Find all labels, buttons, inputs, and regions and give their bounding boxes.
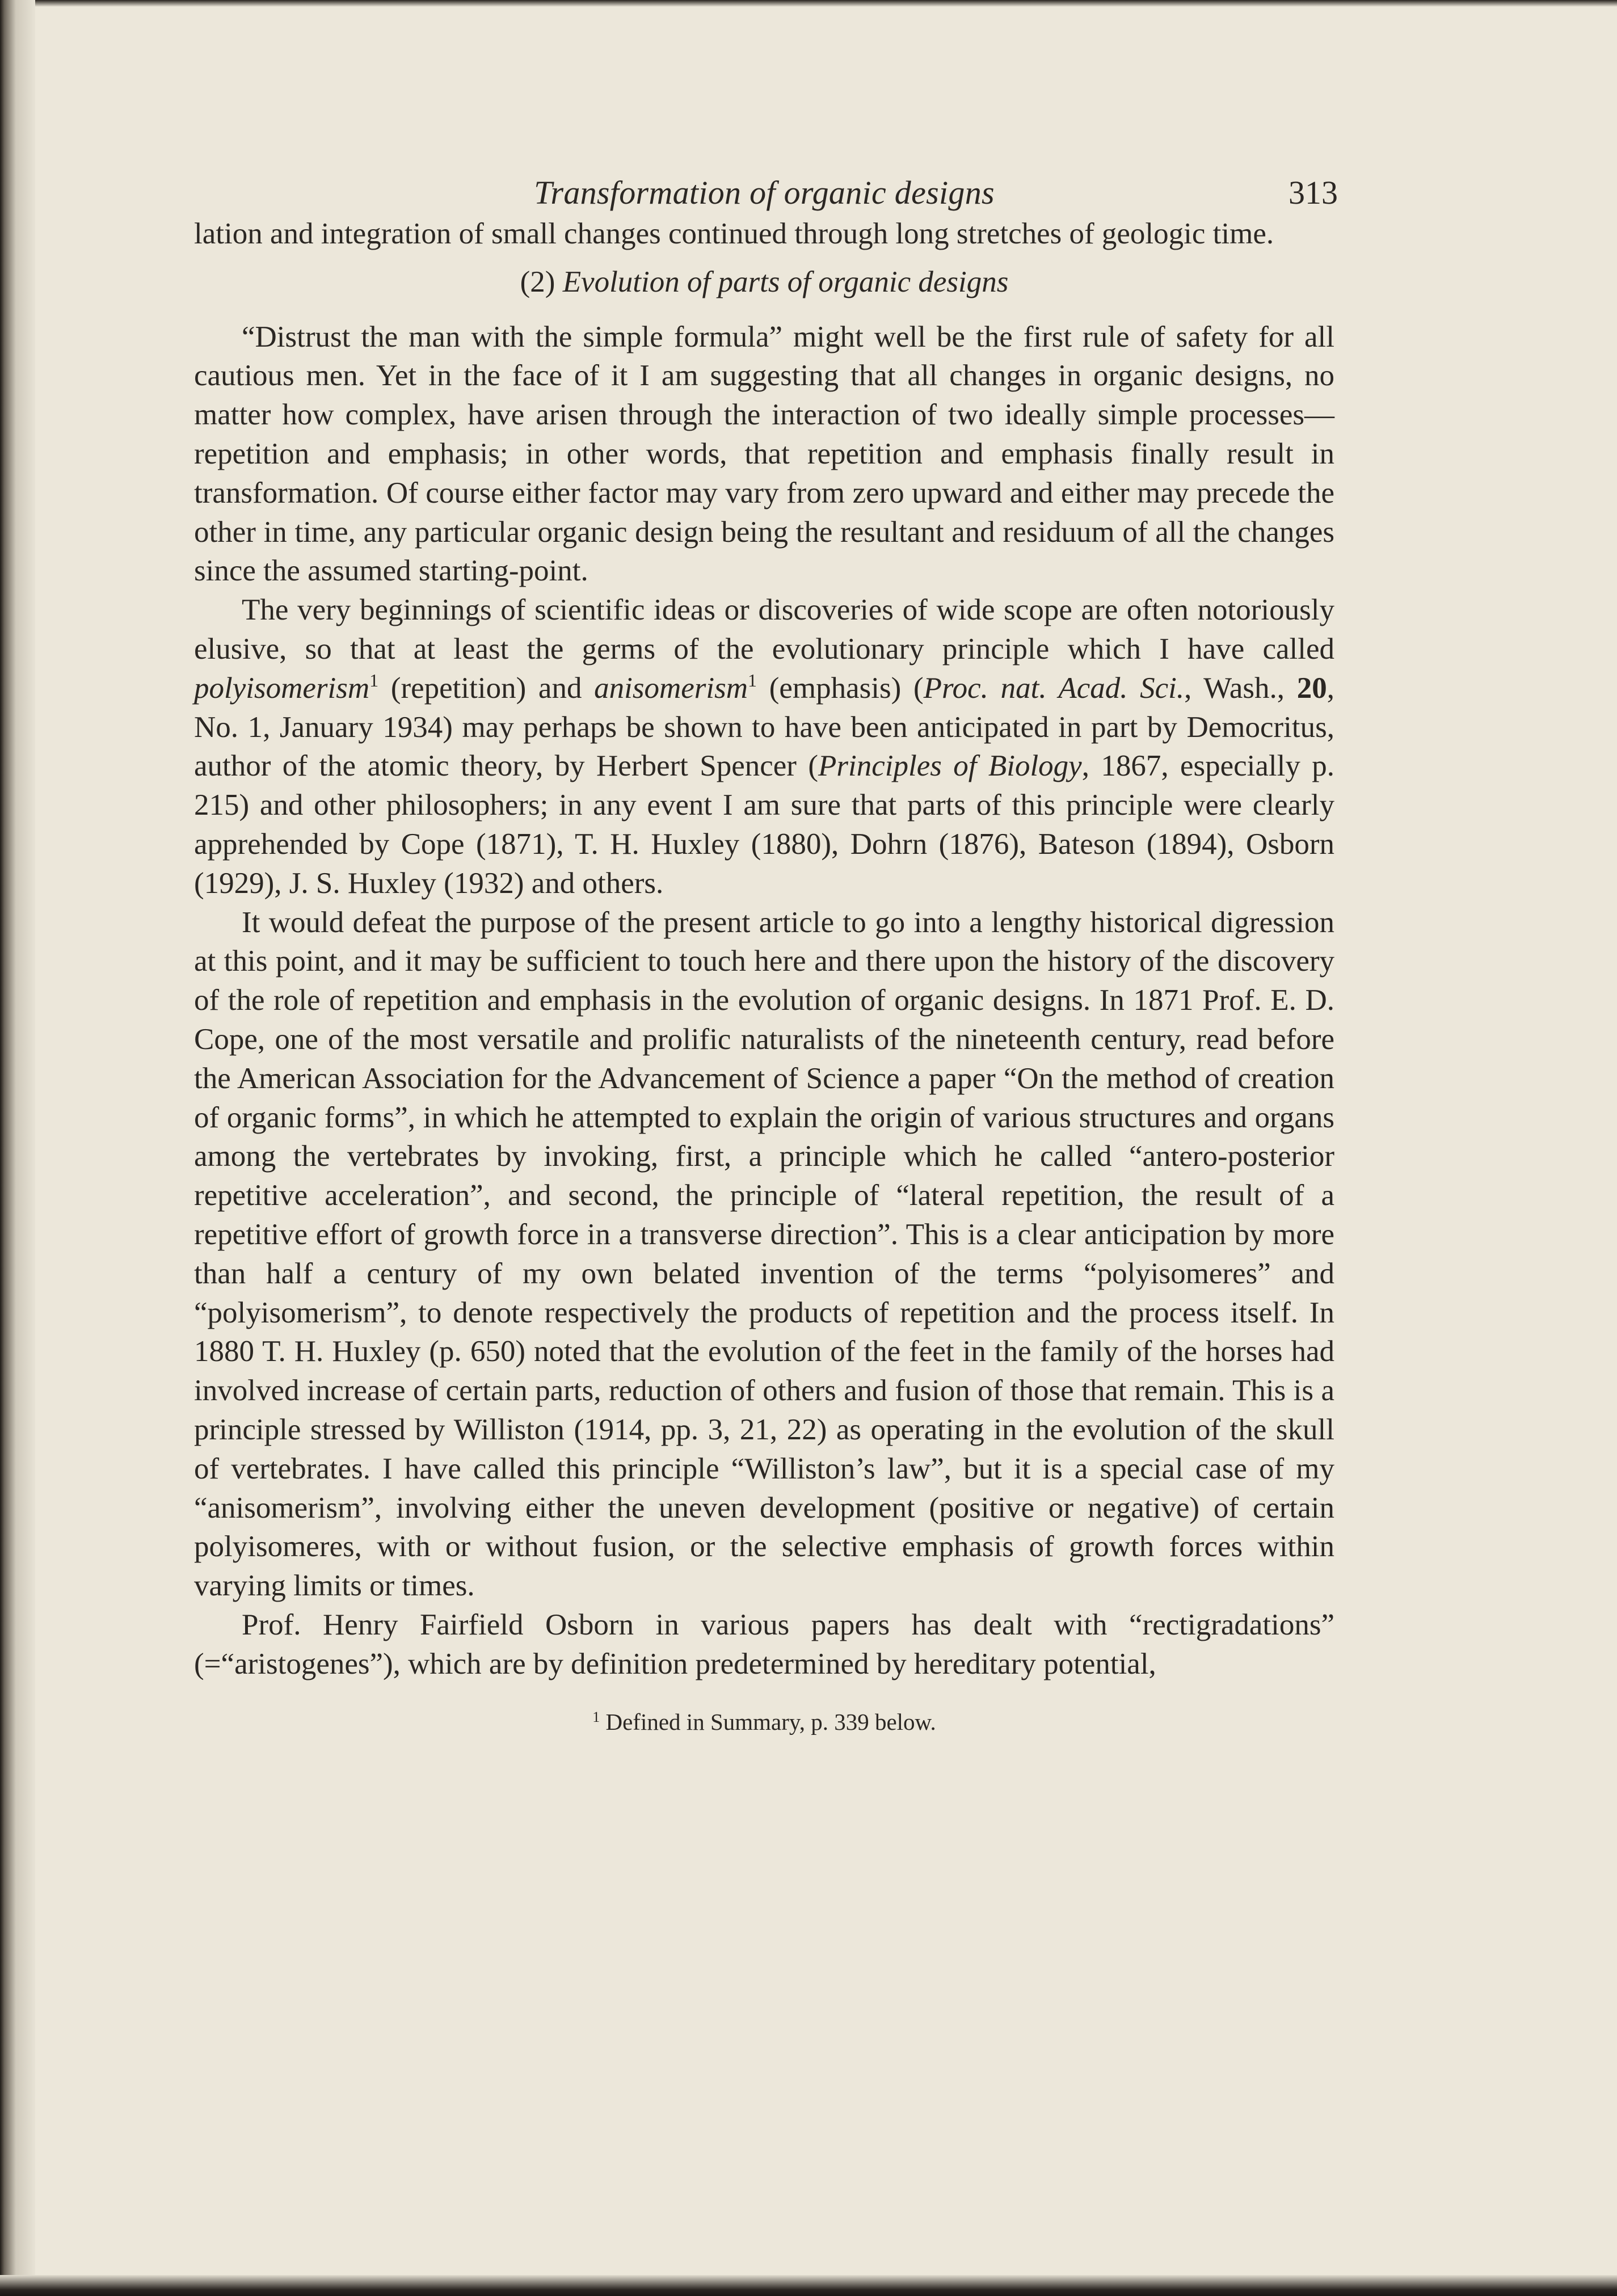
text-run: The very beginnings of scientific ideas or discoveries of wide scope are often notoriously elusive, so that at least the germs of the evolutionary principle which I have called	[194, 593, 1334, 665]
running-head	[194, 174, 1338, 214]
page-top-edge	[0, 0, 1617, 7]
footnote-ref: 1	[748, 669, 757, 690]
section-title: Evolution of parts of organic designs	[562, 265, 1009, 298]
term-anisomerism: anisomerism	[594, 671, 748, 705]
paragraph-osborn: Prof. Henry Fairfield Osborn in various papers has dealt with “rectigradations” (=“aristogenes”), which are by definition predetermined by hereditary potential,	[194, 1608, 1334, 1680]
paragraph-history: It would defeat the purpose of the present article to go into a lengthy historical digression at this point, and it may be sufficient to touch here and there upon the history of the discovery of the role of repetition and emphasis in the evolution of organic designs. In 1871 Prof. E. D. Cope, one of the most versatile and prolific naturalists of the nineteenth century, read before the American Association for the Advancement of Science a paper “On the method of creation of organic forms”, in which he attempted to explain the origin of various structures and organs among the vertebrates by invoking, first, a principle which he called “antero-posterior repetitive acceleration”, and second, the principle of “lateral repetition, the result of a repetitive effort of growth force in a transverse direction”. This is a clear anticipation by more than half a century of my own belated invention of the terms “polyisomeres” and “polyisomerism”, to denote respectively the products of repetition and the process itself. In 1880 T. H. Huxley (p. 650) noted that the evolution of the feet in the family of the horses had involved increase of certain parts, reduction of others and fusion of those that remain. This is a principle stressed by Williston (1914, pp. 3, 21, 22) as operating in the evolution of the skull of vertebrates. I have called this principle “Williston’s law”, but it is a special case of my “anisomerism”, involving either the uneven development (positive or negative) of certain polyisomeres, with or without fusion, or the selective emphasis of growth forces within varying limits or times.	[194, 905, 1334, 1603]
footnote-text: Defined in Summary, p. 339 below.	[600, 1709, 936, 1735]
journal-title: Proc. nat. Acad. Sci.	[923, 671, 1185, 705]
page-content	[194, 174, 1338, 1737]
section-heading	[194, 263, 1334, 302]
page-binding-edge	[0, 0, 35, 2296]
page-number: 313	[1288, 174, 1338, 211]
paragraph-beginnings	[194, 591, 1334, 903]
text-run: , No. 1, January 1934) may perhaps be shown to have been anticipated in part by Democritus, author of the atomic theory, by Herbert Spencer (	[194, 671, 1334, 783]
term-polyisomerism: polyisomerism	[194, 671, 370, 705]
running-head-title: Transformation of organic designs	[534, 174, 995, 211]
page-bottom-edge	[0, 2275, 1617, 2296]
text-run: , Wash.,	[1184, 671, 1297, 705]
paragraph-simple-formula: “Distrust the man with the simple formula” might well be the first rule of safety for all cautious men. Yet in the face of it I am suggesting that all changes in organic designs, no matter how complex, have arisen through the interaction of two ideally simple processes—repetition and emphasis; in other words, that repetition and emphasis finally result in transformation. Of course either factor may vary from zero upward and either may precede the other in time, any particular organic design being the resultant and residuum of all the changes since the assumed starting-point.	[194, 320, 1334, 588]
footnote	[194, 1707, 1334, 1737]
text-run: , 1867, especially p. 215) and other philosophers; in any event I am sure that parts of this principle were clearly apprehended by Cope (1871), T. H. Huxley (1880), Dohrn (1876), Bateson (1894), Osborn (1929), J. S. Huxley (1932) and others.	[194, 749, 1334, 900]
book-title: Principles of Biology	[818, 749, 1082, 783]
section-number: (2)	[520, 265, 555, 298]
text-run: (emphasis) (	[757, 671, 924, 705]
paragraph-continuation: lation and integration of small changes continued through long stretches of geologic time.	[194, 217, 1274, 250]
footnote-marker: 1	[592, 1709, 600, 1726]
journal-volume: 20	[1296, 671, 1327, 705]
text-run: (repetition) and	[378, 671, 595, 705]
footnote-ref: 1	[369, 669, 379, 690]
